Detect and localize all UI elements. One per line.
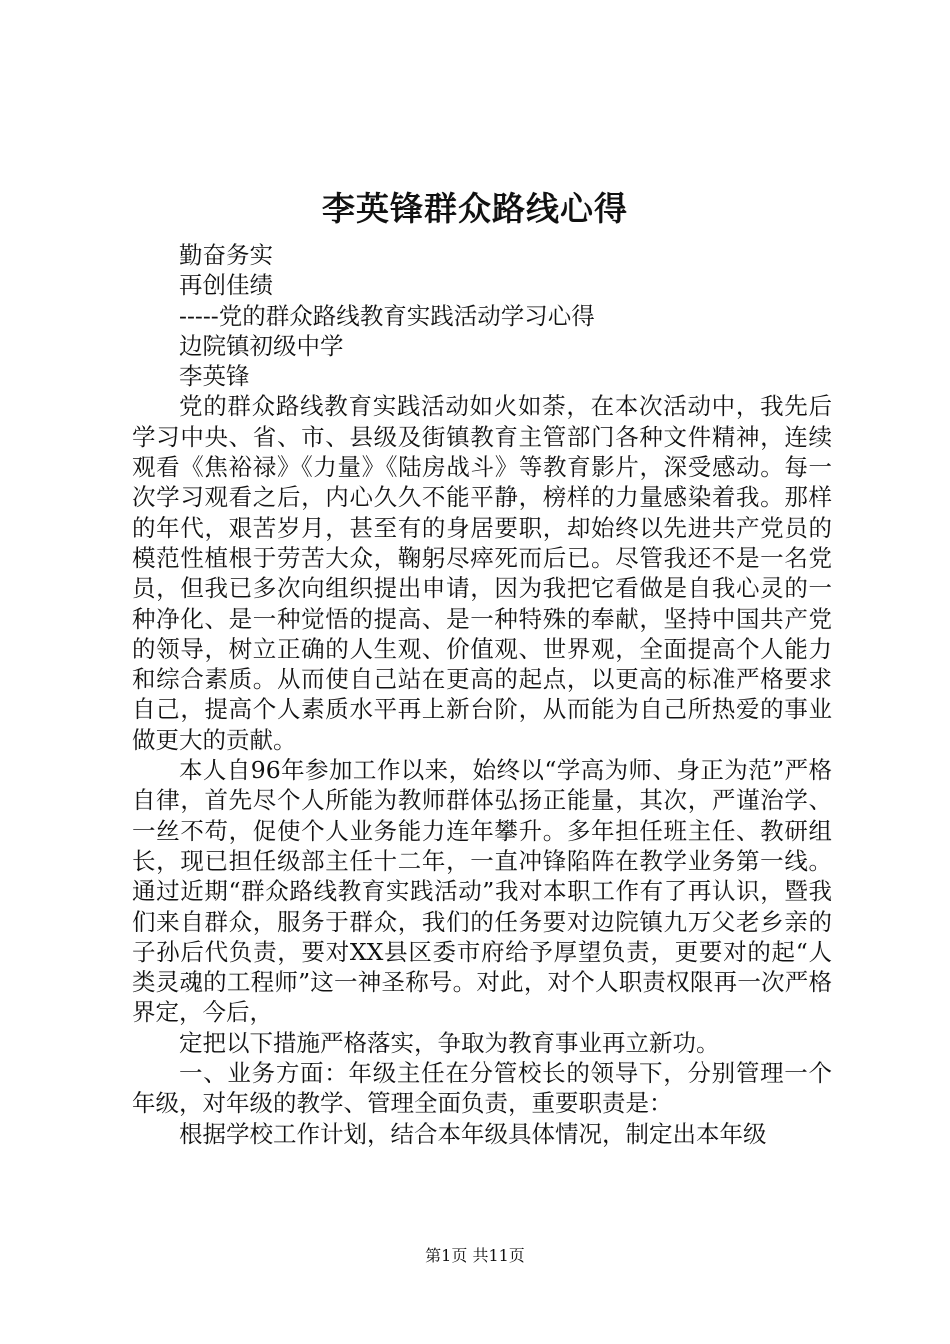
header-line-motto-2: 再创佳绩 xyxy=(179,271,273,300)
paragraph: 本人自96年参加工作以来，始终以“学高为师、身正为范”严格自律，首先尽个人所能为教师群体弘扬正能量，其次，严谨治学、一丝不苟，促使个人业务能力连年攀升。多年担任班主任、教研组长，现已担任级部主任十二年，一直冲锋陷阵在教学业务第一线。通过近期“群众路线教育实践活动”我对本职工作有了再认识，暨我们来自群众，服务于群众，我们的任务要对边院镇九万父老乡亲的子孙后代负责，要对XX县区委市府给予厚望负责，更要对的起“人类灵魂的工程师”这一神圣称号。对此，对个人职责权限再一次严格界定，今后， xyxy=(132,756,832,1027)
paragraph: 定把以下措施严格落实，争取为教育事业再立新功。 xyxy=(179,1028,720,1057)
paragraph: 党的群众路线教育实践活动如火如荼，在本次活动中，我先后学习中央、省、市、县级及街镇教育主管部门各种文件精神，连续观看《焦裕禄》《力量》《陆房战斗》等教育影片，深受感动。每一次学习观看之后，内心久久不能平静，榜样的力量感染着我。那样的年代，艰苦岁月，甚至有的身居要职，却始终以先进共产党员的模范性植根于劳苦大众，鞠躬尽瘁死而后已。尽管我还不是一名党员，但我已多次向组织提出申请，因为我把它看做是自我心灵的一种净化、是一种觉悟的提高、是一种特殊的奉献，坚持中国共产党的领导，树立正确的人生观、价值观、世界观，全面提高个人能力和综合素质。从而使自己站在更高的起点，以更高的标准严格要求自己，提高个人素质水平再上新台阶，从而能为自己所热爱的事业做更大的贡献。 xyxy=(132,392,832,754)
document-title: 李英锋群众路线心得 xyxy=(322,189,628,228)
page-footer: 第1页 共11页 xyxy=(425,1246,525,1265)
header-line-school: 边院镇初级中学 xyxy=(179,331,344,360)
header-line-motto-1: 勤奋务实 xyxy=(179,241,273,269)
header-line-subtitle: -----党的群众路线教育实践活动学习心得 xyxy=(179,301,595,330)
header-line-author: 李英锋 xyxy=(179,362,250,391)
paragraph: 一、业务方面：年级主任在分管校长的领导下，分别管理一个年级，对年级的教学、管理全面负责，重要职责是： xyxy=(132,1059,832,1118)
document-body xyxy=(132,240,832,1149)
paragraph: 根据学校工作计划，结合本年级具体情况，制定出本年级 xyxy=(179,1119,767,1148)
